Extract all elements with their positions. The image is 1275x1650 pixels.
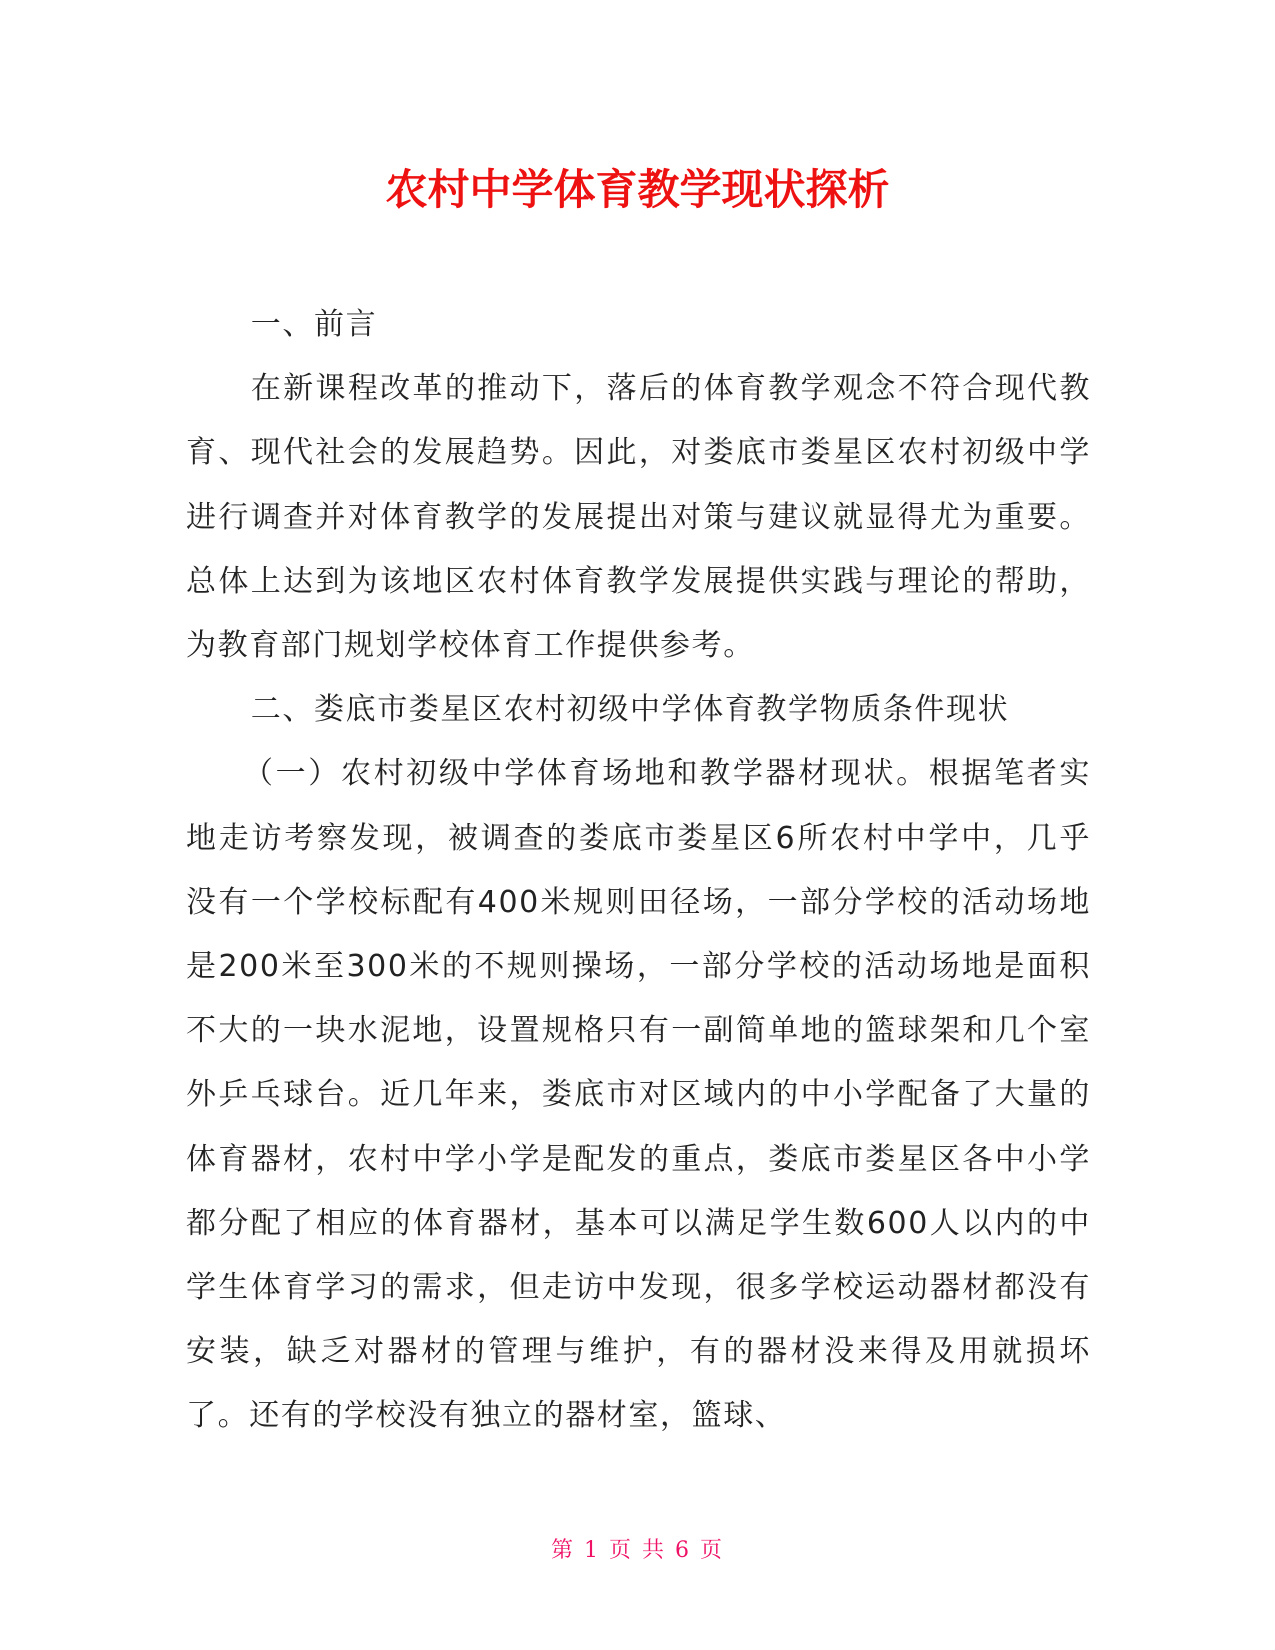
page-footer: 第 1 页 共 6 页: [551, 1538, 724, 1563]
section-heading-preface: 一、前言: [250, 307, 378, 342]
paragraph-preface: 在新课程改革的推动下，落后的体育教学观念不符合现代教育、现代社会的发展趋势。因此，对娄底市娄星区农村初级中学进行调查并对体育教学的发展提出对策与建议就显得尤为重要。总体上达到为该地区农村体育教学发展提供实践与理论的帮助，为教育部门规划学校体育工作提供参考。: [186, 371, 1091, 664]
paragraph-facilities: （一）农村初级中学体育场地和教学器材现状。根据笔者实地走访考察发现，被调查的娄底市娄星区6所农村中学中，几乎没有一个学校标配有400米规则田径场，一部分学校的活动场地是200米至300米的不规则操场，一部分学校的活动场地是面积不大的一块水泥地，设置规格只有一副简单地的篮球架和几个室外乒乓球台。近几年来，娄底市对区域内的中小学配备了大量的体育器材，农村中学小学是配发的重点，娄底市娄星区各中小学都分配了相应的体育器材，基本可以满足学生数600人以内的中学生体育学习的需求，但走访中发现，很多学校运动器材都没有安装，缺乏对器材的管理与维护，有的器材没来得及用就损坏了。还有的学校没有独立的器材室，篮球、: [186, 756, 1091, 1434]
section-heading-material-conditions: 二、娄底市娄星区农村初级中学体育教学物质条件现状: [250, 692, 1010, 728]
document-title: 农村中学体育教学现状探析: [385, 165, 890, 214]
document-body: [186, 293, 1091, 1449]
